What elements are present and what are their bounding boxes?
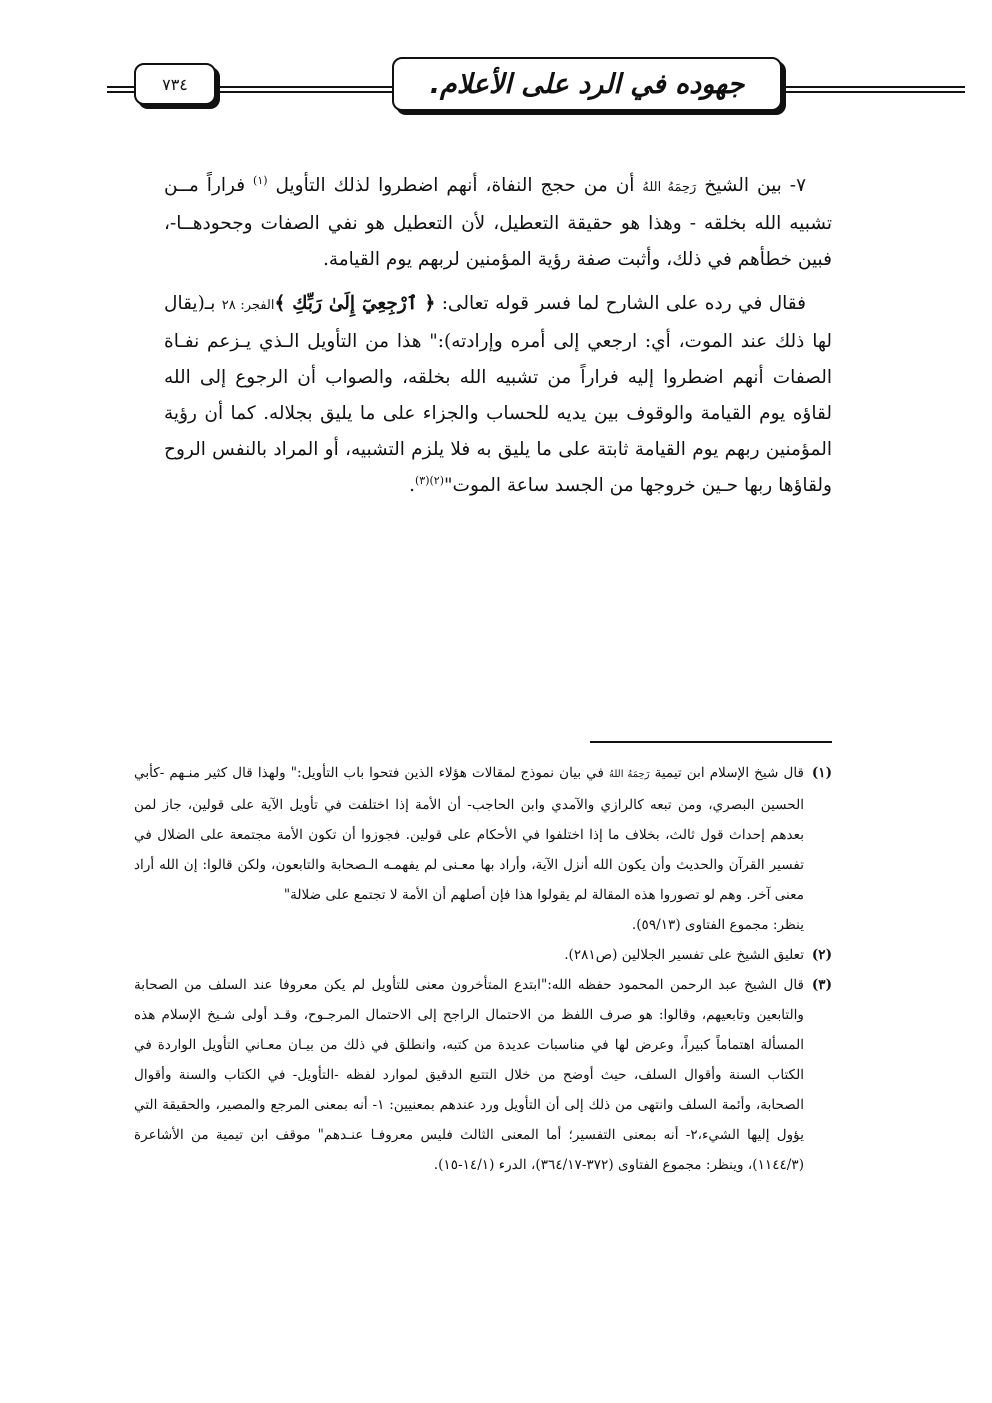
paragraph-7 bbox=[164, 168, 832, 278]
honorific: رَحِمَهُ اللهُ bbox=[642, 180, 697, 195]
footnote-separator bbox=[590, 741, 832, 743]
para2-body: بـ(يقال لها ذلك عند الموت، أي: ارجعي إلى أمره وإرادته):" هذا من التأويل الـذي يـزعم نفـاة الصفات أنهم اضطروا إليه فراراً من تشبيه الله بخلقه، والصواب أن الرجوع إلى الله لقاؤه يوم القيامة والوقوف بين يديه للحساب والجزاء على ما يليق بجلاله. كما أن رؤية المؤمنين ربهم يوم القيامة ثابتة على ما يليق به فلا يلزم التشبيه، أو المراد بالنفس الروح ولقاؤها ربها حـين خروجها من الجسد ساعة الموت" bbox=[164, 293, 832, 496]
verse-reference: الفجر: ٢٨ bbox=[221, 298, 275, 313]
footnote-number: (١) bbox=[811, 765, 832, 781]
footnote-text: في بيان نموذج لمقالات هؤلاء الذين فتحوا باب التأويل:" ولهذا قال كثير منـهم -كأبي الحسين البصري، ومن تبعه كالرازي والآمدي وابن الحاجب- أن الأمة إذا اختلفت في تأويل الآية على قولين، جاز لمن بعدهم إحداث قول ثالث، بخلاف ما إذا اختلفوا في الأحكام على قولين. فجوزوا أن تكون الأمة مجتمعة على الضلال في تفسير القرآن والحديث وأن يكون الله أنزل الآية، وأراد بها معـنى لم يفهمـه الـصحابة والتابعون، ولكن قالوا: إن الله أراد معنى آخر. وهم لو تصوروا هذه المقالة لم يقولوا هذا فإن أصلهم أن الأمة لا تجتمع على ضلالة" bbox=[134, 765, 804, 903]
footnotes bbox=[134, 758, 832, 1180]
main-text bbox=[164, 168, 832, 512]
footnote-2 bbox=[134, 940, 832, 970]
page-number: ٧٣٤ bbox=[134, 63, 216, 105]
page-header bbox=[0, 0, 992, 120]
para2-start: فقال في رده على الشارح لما فسر قوله تعالى: bbox=[435, 293, 806, 314]
para1-middle: أن من حجج النفاة، أنهم اضطروا لذلك التأويل bbox=[267, 175, 643, 196]
footnote-number: (٢) bbox=[811, 947, 832, 963]
para2-end: . bbox=[409, 475, 415, 496]
footnote-ref-1[interactable]: (١) bbox=[253, 173, 268, 187]
footnote-1 bbox=[134, 758, 832, 940]
running-title: جهوده في الرد على الأعلام. bbox=[392, 57, 782, 111]
footnote-number: (٣) bbox=[811, 977, 832, 993]
footnote-3 bbox=[134, 970, 832, 1180]
footnote-text: قال الشيخ عبد الرحمن المحمود حفظه الله:"ابتدع المتأخرون معنى للتأويل لم يكن معروفا عند السلف من الصحابة والتابعين وتابعيهم، وقالوا: هو صرف اللفظ من الاحتمال الراجح إلى الاحتمال المرجـوح، وقـد أولى شـيخ الإسلام هذه المسألة اهتماماً كبيراً، وعرض لها في مناسبات عديدة من كتبه، وانطلق في ذلك من بيـان معـاني التأويل الواردة في الكتاب السنة وأقوال السلف، حيث أوضح من خلال التتبع الدقيق لموارد لفظه -التأويل- في الكتاب والسنة وأقوال الصحابة، وأئمة السلف وانتهى من ذلك إلى أن التأويل ورد عندهم بمعنيين: ١- أنه بمعنى المرجع والمصير، والحقيقة التي يؤول إليها الشيء،٢- أنه بمعنى التفسير؛ أما المعنى الثالث فليس معروفـا عنـدهم" موقف ابن تيمية من الأشاعرة (١١٤٤/٣)، وينظر: مجموع الفتاوى (٣٧٢-٣٦٤/١٧)، الدرء (١٤/١-١٥). bbox=[134, 977, 804, 1173]
footnote-text: قال شيخ الإسلام ابن تيمية bbox=[649, 765, 804, 781]
paragraph-quote bbox=[164, 286, 832, 504]
para1-end: فراراً مــن تشبيه الله بخلقه - وهذا هو حقيقة التعطيل، لأن التعطيل هو نفي الصفات وجحودهــا-، فبين خطأهم في ذلك، وأثبت صفة رؤية المؤمنين لربهم يوم القيامة. bbox=[164, 175, 832, 270]
quran-verse: ﴿ ٱرْجِعِيٓ إِلَىٰ رَبِّكِ ﴾ bbox=[274, 293, 436, 314]
footnote-refs-2-3[interactable]: (٢)(٣) bbox=[414, 473, 445, 487]
honorific: رَحِمَهُ اللهُ bbox=[609, 769, 650, 780]
footnote-source: ينظر: مجموع الفتاوى (٥٩/١٣). bbox=[631, 917, 804, 933]
footnote-text: تعليق الشيخ على تفسير الجلالين (ص٢٨١). bbox=[564, 947, 804, 963]
para1-start: ٧- بين الشيخ bbox=[696, 175, 806, 196]
